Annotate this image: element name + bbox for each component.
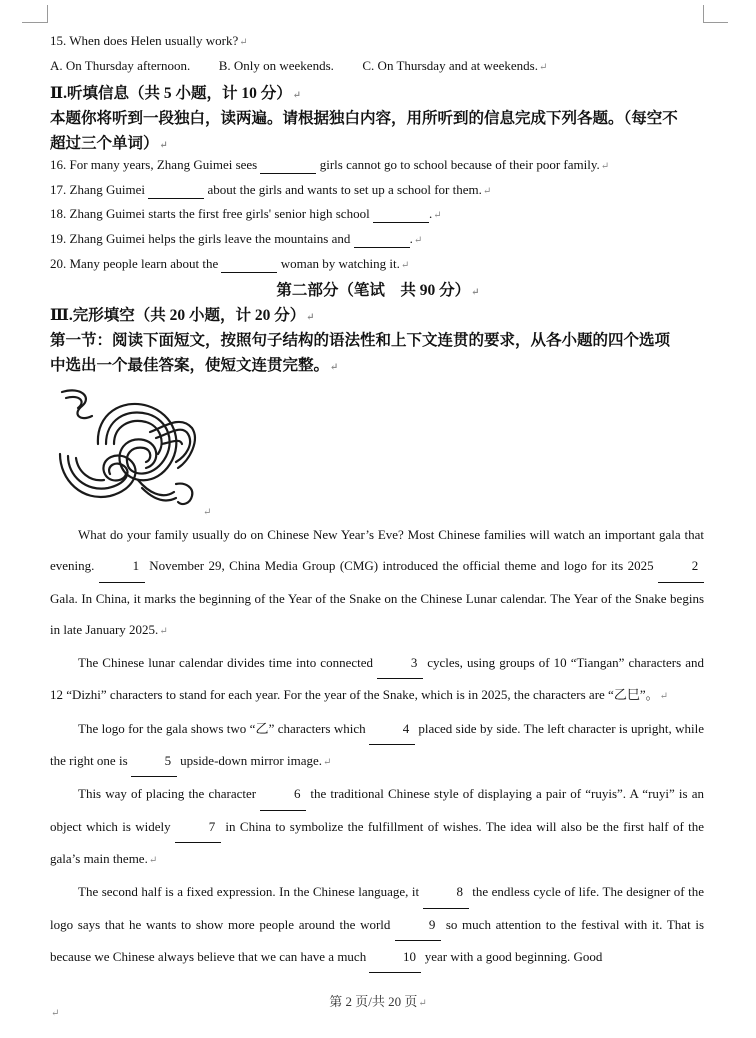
fill-item-20: 20. Many people learn about the woman by watching it.↵ [50, 256, 410, 271]
answer-blank-16[interactable] [260, 157, 316, 174]
q15-option-c: C. On Thursday and at weekends. [362, 58, 538, 73]
cloze-blank-5[interactable]: 5 [131, 745, 177, 777]
section-3-title: Ⅲ.完形填空（共 20 小题，计 20 分）↵ [50, 307, 315, 324]
section-2-title: Ⅱ.听填信息（共 5 小题，计 10 分）↵ [50, 85, 302, 102]
passage-paragraph-2: The Chinese lunar calendar divides time into connected 3 cycles, using groups of 10 “Tiangan” characters and 12 “Dizhi” characters to stand for each year. For the year of the Snake, which is in 2025, the characters are “乙巳”。↵ [50, 647, 704, 713]
q15-stem: 15. When does Helen usually work?↵ [50, 33, 248, 48]
answer-blank-20[interactable] [221, 256, 277, 273]
cloze-passage [50, 519, 704, 973]
cloze-blank-8[interactable]: 8 [423, 876, 469, 908]
answer-blank-17[interactable] [148, 182, 204, 199]
cloze-blank-6[interactable]: 6 [260, 778, 306, 810]
image-paragraph-mark: ↵ [203, 507, 212, 518]
fill-item-16: 16. For many years, Zhang Guimei sees girls cannot go to school because of their poor family.↵ [50, 157, 610, 172]
section-3-instruction: 第一节：阅读下面短文，按照句子结构的语法性和上下文连贯的要求，从各小题的四个选项 [50, 332, 671, 349]
gala-snake-logo-image [52, 384, 202, 514]
passage-paragraph-3: The logo for the gala shows two “乙” characters which 4 placed side by side. The left character is upright, while the right one is 5 upside-down mirror image.↵ [50, 713, 704, 779]
q15-option-a: A. On Thursday afternoon. [50, 58, 191, 73]
cloze-blank-2[interactable]: 2 [658, 550, 704, 582]
q15-options: A. On Thursday afternoon. B. Only on weekends. C. On Thursday and at weekends.↵ [50, 58, 548, 73]
passage-paragraph-1: What do your family usually do on Chinese New Year’s Eve? Most Chinese families will watch an important gala that evening. 1 November 29, China Media Group (CMG) introduced the official theme and logo for its 2025 2 Gala. In China, it marks the beginning of the Year of the Snake on the Chinese Lunar calendar. The Year of the Snake begins in late January 2025.↵ [50, 527, 704, 637]
answer-blank-19[interactable] [354, 231, 410, 248]
crop-mark-top-right-h [703, 22, 728, 23]
passage-paragraph-4: This way of placing the character 6 the traditional Chinese style of displaying a pair of “ruyis”. A “ruyi” is an object which is widely 7 in China to symbolize the fulfillment of wishes. The idea will also be the first half of the gala’s main theme.↵ [50, 778, 704, 876]
cloze-blank-3[interactable]: 3 [377, 647, 423, 679]
page-number-footer: 第 2 页/共 20 页↵ [329, 994, 427, 1009]
fill-item-19: 19. Zhang Guimei helps the girls leave the mountains and .↵ [50, 231, 423, 246]
trailing-paragraph-mark: ↵ [51, 1008, 60, 1019]
crop-mark-top-left-h [22, 22, 47, 23]
crop-mark-top-right [703, 5, 704, 23]
cloze-blank-10[interactable]: 10 [369, 941, 421, 973]
crop-mark-top-left [47, 5, 48, 23]
cloze-blank-4[interactable]: 4 [369, 713, 415, 745]
passage-paragraph-5: The second half is a fixed expression. In the Chinese language, it 8 the endless cycle of life. The designer of the logo says that he wants to show more people around the world 9 so much attention to the festival with it. That is because we Chinese always believe that we can have a much 10 year with a good beginning. Good [50, 876, 704, 973]
cloze-blank-9[interactable]: 9 [395, 909, 441, 941]
fill-item-18: 18. Zhang Guimei starts the first free girls' senior high school .↵ [50, 206, 442, 221]
section-2-instruction-cont: 超过三个单词）↵ [50, 135, 168, 152]
fill-item-17: 17. Zhang Guimei about the girls and wants to set up a school for them.↵ [50, 182, 492, 197]
answer-blank-18[interactable] [373, 206, 429, 223]
section-2-instruction: 本题你将听到一段独白，读两遍。请根据独白内容，用所听到的信息完成下列各题。（每空不 [50, 110, 678, 127]
part-2-title: 第二部分（笔试 共 90 分）↵ [276, 282, 480, 299]
cloze-blank-1[interactable]: 1 [99, 550, 145, 582]
section-3-instruction-cont: 中选出一个最佳答案，使短文连贯完整。↵ [50, 357, 339, 374]
cloze-blank-7[interactable]: 7 [175, 811, 221, 843]
q15-option-b: B. Only on weekends. [218, 58, 334, 73]
